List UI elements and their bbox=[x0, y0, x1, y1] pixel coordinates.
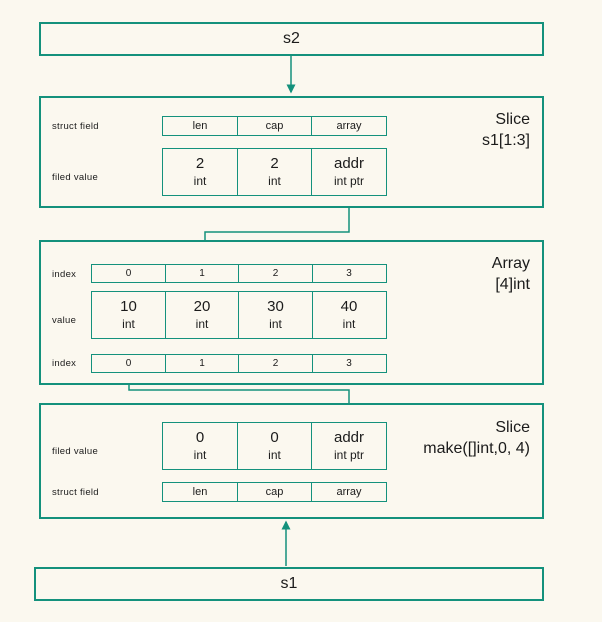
s2-box bbox=[39, 22, 544, 56]
slice-top-value-len-main: 2 bbox=[195, 155, 205, 173]
array-index-bottom-0: 0 bbox=[91, 354, 166, 373]
slice-bottom-struct-fields bbox=[162, 482, 387, 502]
slice-top-title-line2: s1[1:3] bbox=[481, 131, 530, 149]
slice-bottom-value-len-sub: int bbox=[193, 447, 207, 462]
array-index-top-2: 2 bbox=[238, 264, 313, 283]
slice-top-title-line1: Slice bbox=[495, 111, 530, 128]
array-value-0 bbox=[91, 291, 166, 339]
array-value-0-sub: int bbox=[122, 316, 135, 331]
slice-bottom-title-line2: make([]int,0, 4) bbox=[423, 439, 530, 457]
slice-bottom-row1-label: filed value bbox=[52, 446, 99, 457]
slice-bottom-field-cap: cap bbox=[237, 482, 313, 502]
array-index-top-3: 3 bbox=[312, 264, 387, 283]
array-value-2-sub: int bbox=[269, 316, 282, 331]
slice-bottom-field-values bbox=[162, 422, 387, 470]
array-value-3 bbox=[312, 291, 387, 339]
array-values-row bbox=[91, 291, 387, 339]
slice-top-value-cap-sub: int bbox=[268, 173, 281, 188]
slice-bottom-value-array bbox=[311, 422, 387, 470]
slice-bottom-value-len-main: 0 bbox=[195, 429, 205, 447]
slice-bottom-field-len: len bbox=[162, 482, 238, 502]
array-index-bottom-3: 3 bbox=[312, 354, 387, 373]
slice-bottom-value-cap bbox=[237, 422, 313, 470]
array-panel bbox=[39, 240, 544, 385]
s1-label: s1 bbox=[280, 575, 298, 592]
array-value-3-main: 40 bbox=[340, 298, 358, 316]
slice-bottom-row2-label: struct field bbox=[52, 487, 99, 498]
slice-bottom-panel bbox=[39, 403, 544, 519]
array-value-2 bbox=[238, 291, 313, 339]
array-index-bottom-1: 1 bbox=[165, 354, 240, 373]
array-value-1-main: 20 bbox=[193, 298, 211, 316]
slice-top-value-array bbox=[311, 148, 387, 196]
array-index-top-1: 1 bbox=[165, 264, 240, 283]
slice-top-field-values bbox=[162, 148, 387, 196]
array-index-top-0: 0 bbox=[91, 264, 166, 283]
array-row3-label: index bbox=[52, 358, 77, 369]
array-index-bottom-2: 2 bbox=[238, 354, 313, 373]
slice-top-panel bbox=[39, 96, 544, 208]
slice-top-struct-fields bbox=[162, 116, 387, 136]
array-title-line2: [4]int bbox=[495, 275, 530, 293]
slice-bottom-value-array-sub: int ptr bbox=[333, 447, 364, 462]
array-value-3-sub: int bbox=[342, 316, 356, 331]
array-title-line1: Array bbox=[491, 255, 530, 272]
slice-bottom-title-line1: Slice bbox=[495, 419, 530, 436]
slice-top-value-len bbox=[162, 148, 238, 196]
s2-label: s2 bbox=[283, 30, 300, 47]
slice-top-field-array: array bbox=[311, 116, 387, 136]
slice-top-field-cap: cap bbox=[237, 116, 313, 136]
slice-top-value-array-sub: int ptr bbox=[333, 173, 364, 188]
array-row2-label: value bbox=[52, 315, 77, 326]
array-row1-label: index bbox=[52, 269, 77, 280]
s1-box bbox=[34, 567, 544, 601]
slice-top-row2-label: filed value bbox=[52, 172, 99, 183]
slice-top-field-len: len bbox=[162, 116, 238, 136]
slice-bottom-value-cap-main: 0 bbox=[270, 429, 279, 447]
array-title bbox=[492, 254, 530, 296]
slice-top-value-cap-main: 2 bbox=[270, 155, 279, 173]
array-value-1-sub: int bbox=[195, 316, 209, 331]
array-index-top-row bbox=[91, 264, 387, 283]
array-value-1 bbox=[165, 291, 240, 339]
slice-top-row1-label: struct field bbox=[52, 121, 99, 132]
array-index-bottom-row bbox=[91, 354, 387, 373]
array-value-0-main: 10 bbox=[120, 298, 137, 316]
slice-bottom-value-cap-sub: int bbox=[268, 447, 281, 462]
slice-bottom-value-array-main: addr bbox=[333, 429, 365, 447]
array-value-2-main: 30 bbox=[267, 298, 284, 316]
slice-bottom-value-len bbox=[162, 422, 238, 470]
slice-bottom-title bbox=[423, 418, 530, 460]
slice-top-value-cap bbox=[237, 148, 313, 196]
slice-top-value-array-main: addr bbox=[333, 155, 365, 173]
slice-top-value-len-sub: int bbox=[193, 173, 207, 188]
slice-top-title bbox=[482, 110, 530, 152]
slice-bottom-field-array: array bbox=[311, 482, 387, 502]
